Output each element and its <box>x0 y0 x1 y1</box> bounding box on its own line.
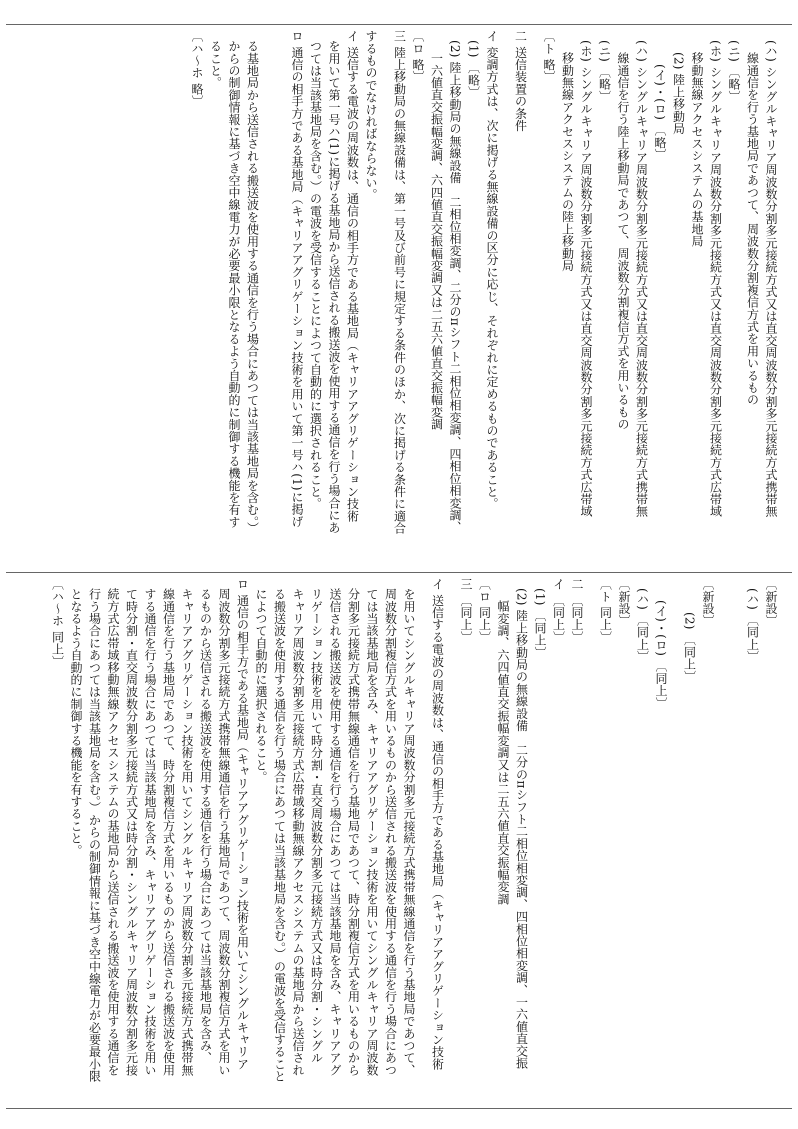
text-line: を用いて第一号ハ(1)に掲げる基地局から送信される搬送波を使用する通信を行う場合にあ <box>327 40 341 534</box>
text-line: 二 〔同上〕 <box>570 578 584 644</box>
text-line: 線通信を行う基地局であつて、時分割複信方式を用いるものから送信される搬送波を使用 <box>161 588 176 1076</box>
text-line: リゲーション技術を用いて時分割・直交周波数分割多元接続方式又は時分割・シングル <box>309 588 324 1064</box>
text-line: 〔新設〕 <box>617 578 631 627</box>
text-line: (ハ) 〔同上〕 <box>745 588 760 663</box>
text-line: 周波数分割多元接続方式携帯無線通信を行う基地局であつて、周波数分割複信方式を用い <box>217 588 231 1076</box>
text-line: を用いてシングルキャリア周波数分割多元接続方式携帯無線通信を行う基地局であつて、 <box>402 588 416 1076</box>
text-line: (2) 〔同上〕 <box>682 612 697 683</box>
text-line: 一六値直交振幅変調、六四値直交振幅変調又は二五六値直交振幅変調 <box>429 52 444 431</box>
text-line: ロ 通信の相手方である基地局（キャリアアグリゲーション技術を用いて第一号ハ(1)に掲げ <box>290 30 304 528</box>
text-line: (ホ) シングルキャリア周波数分割多元接続方式又は直交周波数分割多元接続方式広帯域 <box>708 40 723 518</box>
text-line: 線通信を行う陸上移動局であつて、周波数分割複信方式を用いるもの <box>616 52 630 431</box>
text-line: (ハ) シングルキャリア周波数分割多元接続方式又は直交周波数分割多元接続方式携帯無 <box>634 40 649 518</box>
text-line: (イ)・(ロ) 〔同上〕 <box>654 600 668 709</box>
text-line: (ハ) シングルキャリア周波数分割多元接続方式又は直交周波数分割多元接続方式携帯無 <box>764 40 778 518</box>
text-line: (ニ) 〔略〕 <box>727 40 741 103</box>
text-line: 〔新設〕 <box>701 578 715 627</box>
text-line: 移動無線アクセスシステムの基地局 <box>690 52 704 248</box>
text-line: る搬送波を使用する通信を行う場合にあつては当該基地局を含む。）の電波を受信すること <box>272 588 287 1083</box>
text-line: 〔ロ 略〕 <box>411 30 425 83</box>
text-line: 周波数分割複信方式を用いるものから送信される搬送波を使用する通信を行う場合にあつ <box>383 588 398 1076</box>
text-line: キャリアアグリゲーション技術を用いてシングルキャリア周波数分割多元接続方式携帯無 <box>180 588 194 1076</box>
text-line: (イ)・(ロ) 〔略〕 <box>653 64 667 161</box>
text-line: (2) 陸上移動局 <box>671 52 686 135</box>
text-line: ロ 通信の相手方である基地局（キャリアアグリゲーション技術を用いてシングルキャリア <box>235 578 250 1071</box>
text-line: つては当該基地局を含む。）の電波を受信することによつて自動的に選択されること。 <box>308 40 323 510</box>
text-line: 続方式広帯域移動無線アクセスシステムの基地局から送信される搬送波を使用する通信を <box>106 588 120 1076</box>
text-line: からの制御情報に基づき空中線電力が必要最小限となるよう自動的に制御する機能を有す <box>227 40 241 528</box>
text-line: 〔ト 同上〕 <box>598 578 613 644</box>
revised-text-section <box>10 30 780 570</box>
text-line: (ホ) シングルキャリア周波数分割多元接続方式又は直交周波数分割多元接続方式広帯域 <box>579 40 593 518</box>
text-line: 送信される搬送波を使用する通信を行う場合にあつては当該基地局を含み、キャリアアグ <box>328 588 342 1076</box>
text-line: (1) 〔略〕 <box>466 40 481 99</box>
text-line: イ 送信する電波の周波数は、通信の相手方である基地局（キャリアアグリゲーション技術 <box>430 578 445 1071</box>
text-line: ること。 <box>208 40 223 89</box>
current-text-column <box>10 578 780 1098</box>
current-text-section <box>10 578 780 1098</box>
text-line: て時分割・直交周波数分割多元接続方式又は時分割・シングルキャリア周波数分割多元接 <box>124 588 139 1076</box>
text-line: するものでなければならない。 <box>364 30 378 201</box>
text-line: ては当該基地局を含み、キャリアアグリゲーション技術を用いてシングルキャリア周波数 <box>365 588 379 1076</box>
text-line: (ニ) 〔略〕 <box>597 40 612 103</box>
text-line: 〔ハ～ホ 同上〕 <box>50 578 65 668</box>
text-line: 三 〔同上〕 <box>459 578 473 644</box>
text-line: 分割多元接続方式携帯無線通信を行う基地局であつて、時分割複信方式を用いるものから <box>346 588 361 1076</box>
text-line: 〔ロ 同上〕 <box>477 578 492 644</box>
text-line: 〔新設〕 <box>764 578 778 627</box>
text-line: 移動無線アクセスシステムの陸上移動局 <box>560 52 575 272</box>
text-line: (2) 陸上移動局の無線設備 二相位相変調、二分のπシフト二相位相変調、四相位相変調、 <box>448 40 462 534</box>
text-line: 三 陸上移動局の無線設備は、第一号及び前号に規定する条件のほか、次に掲げる条件に適合 <box>392 30 407 535</box>
revised-text-column <box>10 30 780 570</box>
text-line: る基地局から送信される搬送波を使用する通信を行う場合にあつては当該基地局を含む。） <box>245 40 260 535</box>
text-line: 二 送信装置の条件 <box>513 30 528 132</box>
bottom-rule <box>6 1108 792 1109</box>
text-line: イ 〔同上〕 <box>551 578 566 644</box>
text-line: 線通信を行う基地局であつて、周波数分割複信方式を用いるもの <box>745 52 760 406</box>
text-line: する通信を行う場合にあつては当該基地局を含み、キャリアアグリゲーション技術を用い <box>143 588 157 1076</box>
text-line: 〔ト 略〕 <box>542 30 556 83</box>
middle-rule <box>6 572 792 573</box>
text-line: キャリア周波数分割多元接続方式広帯域移動無線アクセスシステムの基地局から送信され <box>291 588 305 1076</box>
text-line: (ハ) 〔同上〕 <box>635 588 650 663</box>
text-line: イ 送信する電波の周波数は、通信の相手方である基地局（キャリアアグリゲーション技術 <box>345 30 360 523</box>
top-rule <box>6 24 792 25</box>
text-line: るものから送信される搬送波を使用する通信を行う場合にあつては当該基地局を含み、 <box>198 588 213 1064</box>
text-line: (1) 〔同上〕 <box>533 588 547 659</box>
text-line: となるよう自動的に制御する機能を有すること。 <box>69 588 83 857</box>
text-line: イ 変調方式は、次に掲げる無線設備の区分に応じ、それぞれに定めるものであること。 <box>485 30 499 510</box>
text-line: 〔ハ～ホ 略〕 <box>190 30 204 108</box>
text-line: 幅変調、六四値直交振幅変調又は二五六値直交振幅変調 <box>496 600 510 905</box>
text-line: 行う場合にあつては当該基地局を含む。）からの制御情報に基づき空中線電力が必要最小限 <box>87 588 102 1083</box>
text-line: によつて自動的に選択されること。 <box>254 588 268 784</box>
text-line: (2) 陸上移動局の無線設備 二分のπシフト二相位相変調、四相位相変調、一六値直交振 <box>514 588 529 1070</box>
